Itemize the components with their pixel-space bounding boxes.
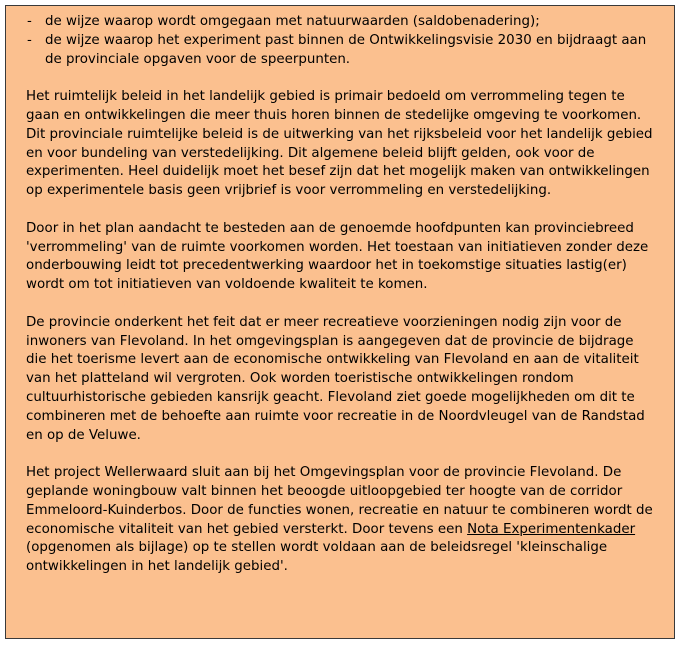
spacer <box>26 69 656 88</box>
paragraph-rural-policy: Het ruimtelijk beleid in het landelijk gebied is primair bedoeld om verrommeling tegen te gaan en ontwikkelingen die meer thuis horen binnen de stedelijke omgeving te voorkomen. Dit provinciale ruimtelijke beleid is de uitwerking van het rijksbeleid voor het landelijk gebied en voor bundeling van verstedelijking. Dit algemene beleid blijft gelden, ook voor de experimenten. Heel duidelijk moet het besef zijn dat het mogelijk maken van ontwikkelingen op experimentele basis geen vrijbrief is voor verrommeling en verstedelijking. <box>26 89 653 199</box>
spacer <box>26 445 656 464</box>
bullet-list <box>26 13 656 69</box>
text-box <box>5 5 675 639</box>
paragraph-recreation: De provincie onderkent het feit dat er meer recreatieve voorzieningen nodig zijn voor de inwoners van Flevoland. In het omgevingsplan is aangegeven dat de provincie de bijdrage die het toerisme levert aan de economische ontwikkeling van Flevoland en aan de vitaliteit van het platteland wil vergroten. Ook worden toeristische ontwikkelingen rondom cultuurhistorische gebieden kansrijk geacht. Flevoland ziet goede mogelijkheden om dit te combineren met de behoefte aan ruimte voor recreatie in de Noordvleugel van de Randstad en op de Veluwe. <box>26 314 645 443</box>
bullet-text: de wijze waarop het experiment past binnen de Ontwikkelingsvisie 2030 en bijdraagt aan de provinciale opgaven voor de speerpunten. <box>45 32 647 67</box>
paragraph-verrommeling: Door in het plan aandacht te besteden aan de genoemde hoofdpunten kan provinciebreed 'verrommeling' van de ruimte voorkomen worden. Het toestaan van initiatieven zonder deze onderbouwing leidt tot precedentwerking waardoor het in toekomstige situaties lastig(er) wordt om tot initiatieven van voldoende kwaliteit te komen. <box>26 220 649 293</box>
paragraph-wellerwaard <box>26 464 656 577</box>
spacer <box>26 201 656 220</box>
paragraph-wellerwaard-text-end: (opgenomen als bijlage) op te stellen wordt voldaan aan de beleidsregel 'kleinschalige ontwikkelingen in het landelijk gebied'. <box>26 540 608 575</box>
paragraph-wellerwaard-text: Het project Wellerwaard sluit aan bij het Omgevingsplan voor de provincie Flevoland. De geplande woningbouw valt binnen het beoogde uitloopgebied ter hoogte van de corridor Emmeloord-Kuinderbos. Door de functies wonen, recreatie en natuur te combineren wordt de economische vitaliteit van het gebied versterkt. Door tevens een <box>26 465 653 537</box>
bullet-marker: - <box>27 32 32 48</box>
bullet-item <box>26 13 656 32</box>
spacer <box>26 295 656 314</box>
bullet-item <box>26 32 656 70</box>
nota-experimentenkader-link[interactable]: Nota Experimentenkader <box>467 521 636 537</box>
bullet-text: de wijze waarop wordt omgegaan met natuurwaarden (saldobenadering); <box>45 14 540 29</box>
bullet-marker: - <box>27 14 32 29</box>
